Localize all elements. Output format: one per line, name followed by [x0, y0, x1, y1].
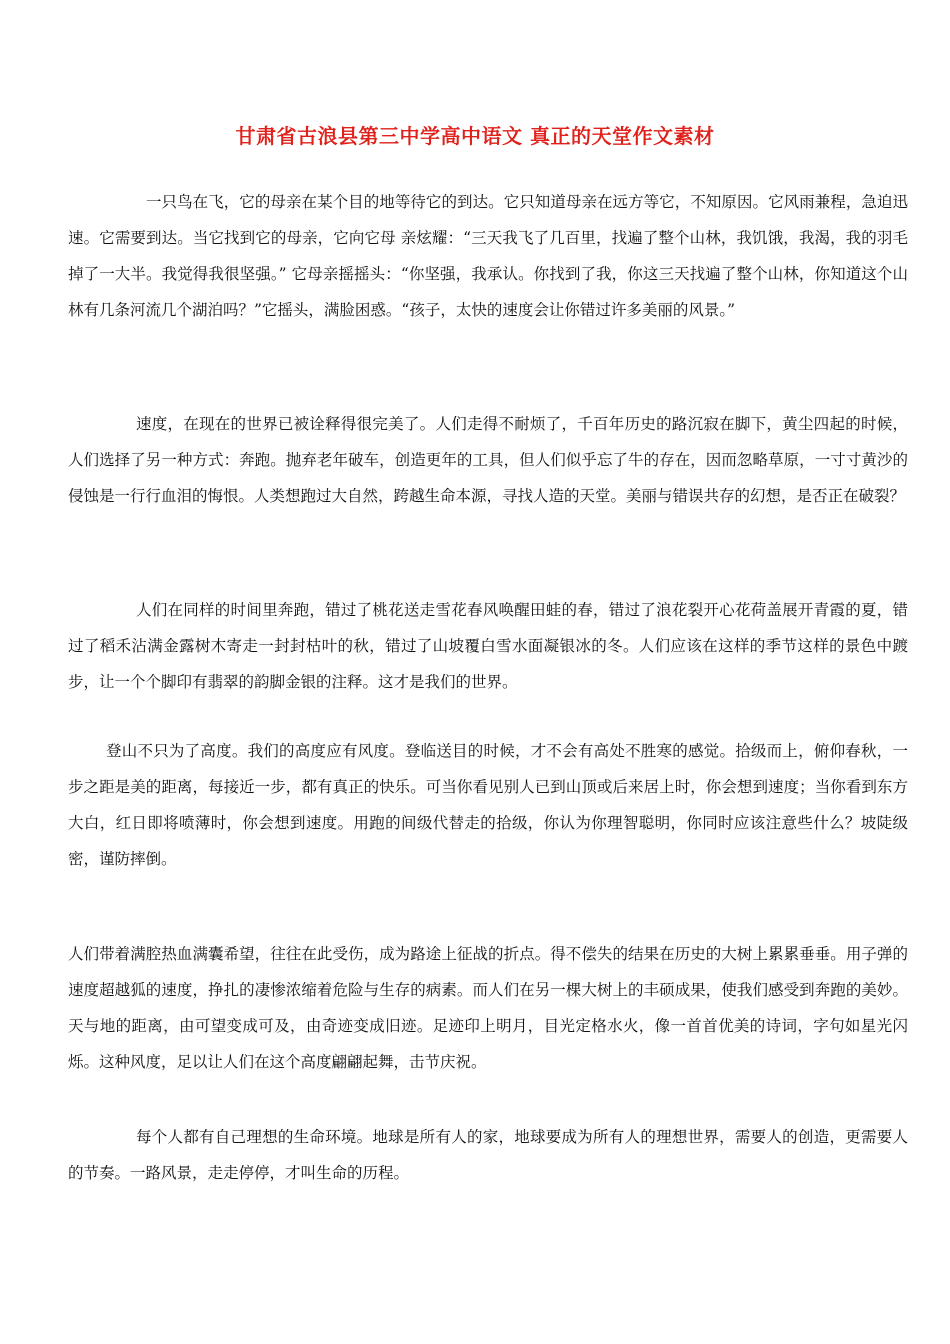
document-title: 甘肃省古浪县第三中学高中语文 真正的天堂作文素材	[235, 124, 715, 148]
paragraph-6: 每个人都有自己理想的生命环境。地球是所有人的家，地球要成为所有人的理想世界，需要人的创造，更需要人的节奏。一路风景，走走停停，才叫生命的历程。	[68, 1128, 908, 1182]
paragraph-3: 人们在同样的时间里奔跑，错过了桃花送走雪花春风唤醒田蛙的春，错过了浪花裂开心花荷盖展开青霞的夏，错过了稻禾沾满金露树木寄走一封封枯叶的秋，错过了山坡覆白雪水面凝银冰的冬。人们应该在这样的季节这样的景色中踱步，让一个个脚印有翡翠的韵脚金银的注释。这才是我们的世界。	[68, 601, 908, 691]
paragraph-1: 一只鸟在飞，它的母亲在某个目的地等待它的到达。它只知道母亲在远方等它，不知原因。它风雨兼程，急迫迅速。它需要到达。当它找到它的母亲，它向它母 亲炫耀：“三天我飞了几百里，找遍了整个山林，我饥饿，我渴，我的羽毛掉了一大半。我觉得我很坚强。” 它母亲摇摇头：“你坚强，我承认。你找到了我，你这三天找遍了整个山林，你知道这个山林有几条河流几个湖泊吗？”它摇头，满脸困惑。“孩子，太快的速度会让你错过许多美丽的风景。”	[68, 193, 908, 319]
paragraph-4: 登山不只为了高度。我们的高度应有风度。登临送目的时候，才不会有高处不胜寒的感觉。拾级而上，俯仰春秋，一步之距是美的距离，每接近一步，都有真正的快乐。可当你看见别人已到山顶或后来居上时，你会想到速度；当你看到东方大白，红日即将喷薄时，你会想到速度。用跑的间级代替走的拾级，你认为你理智聪明，你同时应该注意些什么？坡陡级密，谨防摔倒。	[68, 742, 908, 868]
paragraph-5: 人们带着满腔热血满囊希望，往往在此受伤，成为路途上征战的折点。得不偿失的结果在历史的大树上累累垂垂。用子弹的速度超越狐的速度，挣扎的凄惨浓缩着危险与生存的病素。而人们在另一棵大树上的丰硕成果，使我们感受到奔跑的美妙。天与地的距离，由可望变成可及，由奇迹变成旧迹。足迹印上明月，目光定格水火，像一首首优美的诗词，字句如星光闪烁。这种风度，足以让人们在这个高度翩翩起舞，击节庆祝。	[68, 945, 908, 1071]
paragraph-2: 速度，在现在的世界已被诠释得很完美了。人们走得不耐烦了，千百年历史的路沉寂在脚下，黄尘四起的时候，人们选择了另一种方式：奔跑。抛弃老年破车，创造更年的工具，但人们似乎忘了牛的存在，因而忽略草原，一寸寸黄沙的侵蚀是一行行血泪的悔恨。人类想跑过大自然，跨越生命本源，寻找人造的天堂。美丽与错误共存的幻想，是否正在破裂？	[68, 415, 908, 505]
